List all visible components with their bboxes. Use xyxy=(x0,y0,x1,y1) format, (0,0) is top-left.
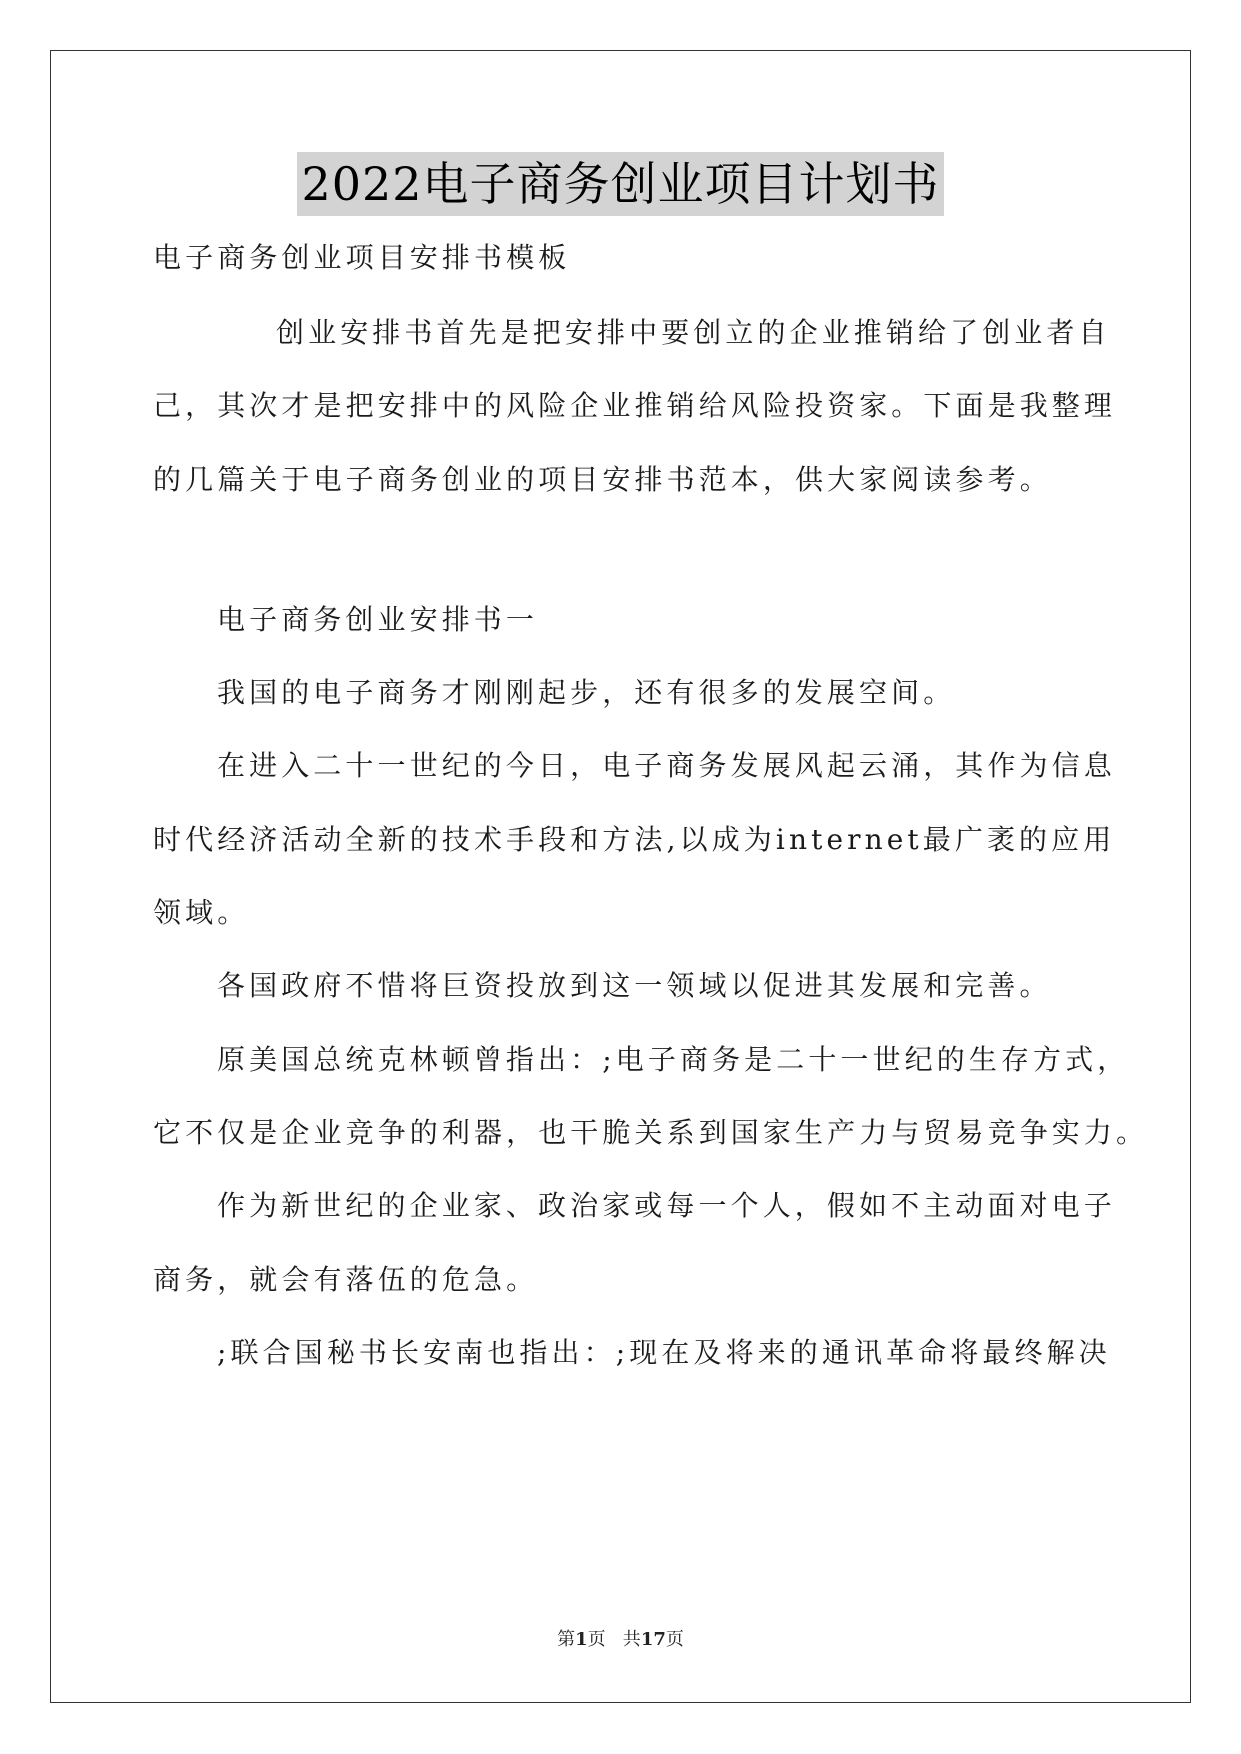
footer-prefix: 第 xyxy=(557,1629,576,1650)
current-page-number: 1 xyxy=(575,1629,588,1650)
title-container xyxy=(0,152,1241,216)
paragraph-line: 我国的电子商务才刚刚起步，还有很多的发展空间。 xyxy=(217,676,956,709)
paragraph-line: 作为新世纪的企业家、政治家或每一个人，假如不主动面对电子 xyxy=(217,1189,1116,1222)
section-heading: 电子商务创业安排书一 xyxy=(217,603,539,636)
paragraph-line: 在进入二十一世纪的今日，电子商务发展风起云涌，其作为信息 xyxy=(217,749,1116,782)
paragraph-line: 创业安排书首先是把安排中要创立的企业推销给了创业者自 xyxy=(276,316,1111,349)
footer-suffix: 页 xyxy=(665,1629,684,1650)
total-page-count: 17 xyxy=(640,1629,666,1650)
paragraph-line: 商务，就会有落伍的危急。 xyxy=(153,1263,539,1296)
paragraph-line: 领域。 xyxy=(153,896,250,929)
paragraph-line: 时代经济活动全新的技术手段和方法,以成为internet最广袤的应用 xyxy=(153,823,1116,856)
paragraph-line: 的几篇关于电子商务创业的项目安排书范本，供大家阅读参考。 xyxy=(153,463,1052,496)
paragraph-line: 它不仅是企业竞争的利器，也干脆关系到国家生产力与贸易竞争实力。 xyxy=(153,1116,1149,1149)
page-footer xyxy=(0,1627,1241,1653)
subtitle-line: 电子商务创业项目安排书模板 xyxy=(153,241,571,274)
paragraph-line: 己，其次才是把安排中的风险企业推销给风险投资家。下面是我整理 xyxy=(153,389,1117,422)
paragraph-line: 各国政府不惜将巨资投放到这一领域以促进其发展和完善。 xyxy=(217,969,1052,1002)
document-title: 2022电子商务创业项目计划书 xyxy=(297,152,943,216)
paragraph-line: 原美国总统克林顿曾指出：;电子商务是二十一世纪的生存方式， xyxy=(217,1043,1130,1076)
page-border xyxy=(50,50,1191,1703)
paragraph-line: ;联合国秘书长安南也指出：;现在及将来的通讯革命将最终解决 xyxy=(217,1336,1111,1369)
footer-mid: 页 共 xyxy=(587,1629,641,1650)
